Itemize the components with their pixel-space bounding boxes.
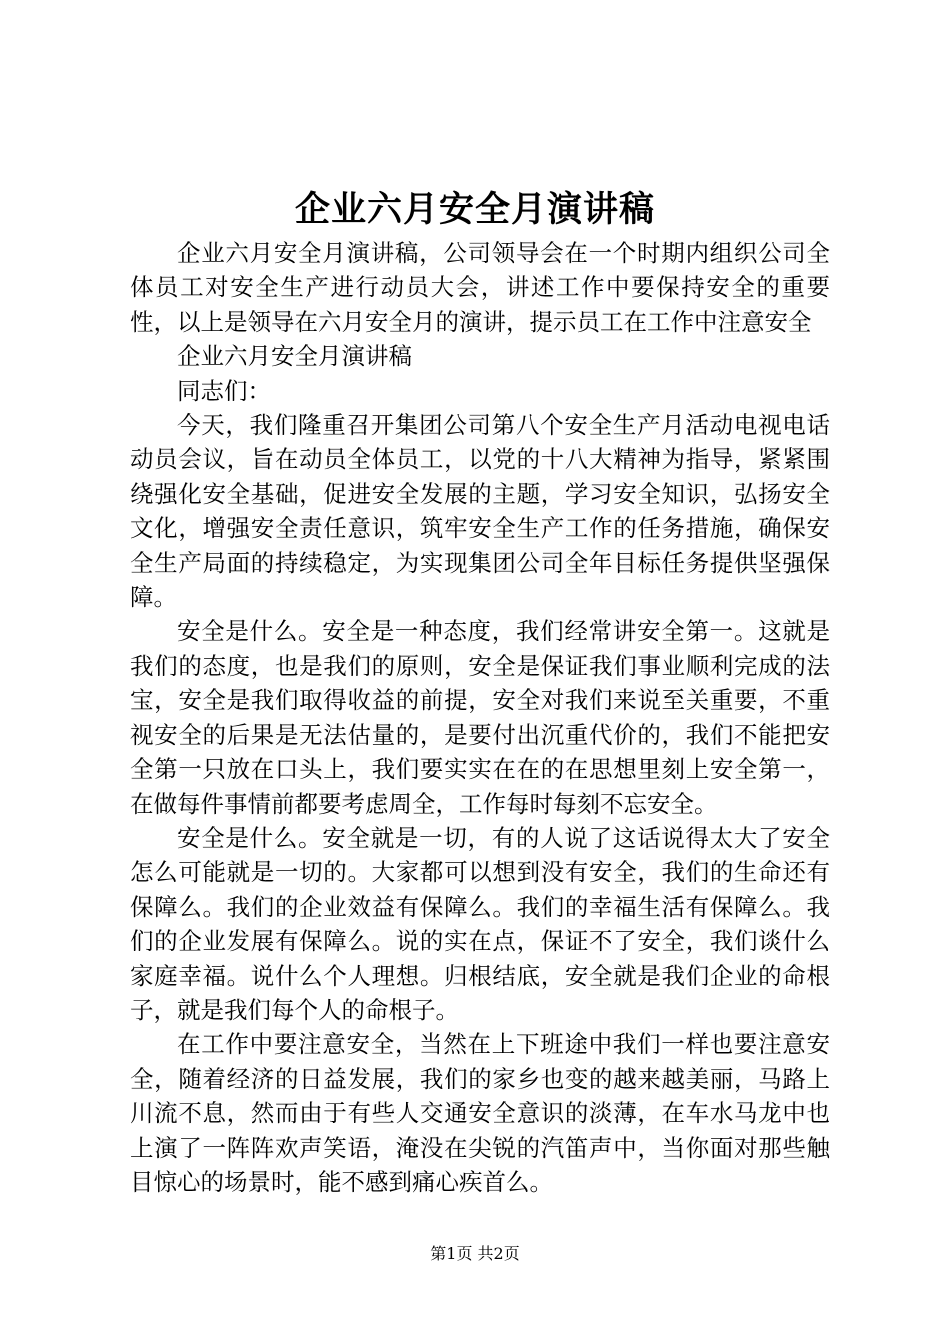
paragraph-subtitle: 企业六月安全月演讲稿 xyxy=(177,342,412,371)
paragraph-commute-safety: 在工作中要注意安全，当然在上下班途中我们一样也要注意安全，随着经济的日益发展，我们的家乡也变的越来越美丽，马路上川流不息，然而由于有些人交通安全意识的淡薄，在车水马龙中也上演了一阵阵欢声笑语，淹没在尖锐的汽笛声中，当你面对那些触目惊心的场景时，能不感到痛心疾首么。 xyxy=(130,1030,830,1196)
paragraph-salutation: 同志们： xyxy=(177,376,271,405)
paragraph-intro: 企业六月安全月演讲稿，公司领导会在一个时期内组织公司全体员工对安全生产进行动员大会，讲述工作中要保持安全的重要性，以上是领导在六月安全月的演讲，提示员工在工作中注意安全 xyxy=(130,239,830,336)
paragraph-safety-everything: 安全是什么。安全就是一切，有的人说了这话说得太大了安全怎么可能就是一切的。大家都可以想到没有安全，我们的生命还有保障么。我们的企业效益有保障么。我们的幸福生活有保障么。我们的企业发展有保障么。说的实在点，保证不了安全，我们谈什么家庭幸福。说什么个人理想。归根结底，安全就是我们企业的命根子，就是我们每个人的命根子。 xyxy=(130,823,830,1024)
paragraph-safety-attitude: 安全是什么。安全是一种态度，我们经常讲安全第一。这就是我们的态度，也是我们的原则，安全是保证我们事业顺利完成的法宝，安全是我们取得收益的前提，安全对我们来说至关重要，不重视安全的后果是无法估量的，是要付出沉重代价的，我们不能把安全第一只放在口头上，我们要实实在在的在思想里刻上安全第一，在做每件事情前都要考虑周全，工作每时每刻不忘安全。 xyxy=(130,617,830,818)
document-title: 企业六月安全月演讲稿 xyxy=(294,189,655,230)
document-body xyxy=(130,236,830,1199)
paragraph-opening: 今天，我们隆重召开集团公司第八个安全生产月活动电视电话动员会议，旨在动员全体员工，以党的十八大精神为指导，紧紧围绕强化安全基础，促进安全发展的主题，学习安全知识，弘扬安全文化，增强安全责任意识，筑牢安全生产工作的任务措施，确保安全生产局面的持续稳定，为实现集团公司全年目标任务提供坚强保障。 xyxy=(130,411,830,612)
page-footer: 第1页 共2页 xyxy=(430,1244,520,1263)
